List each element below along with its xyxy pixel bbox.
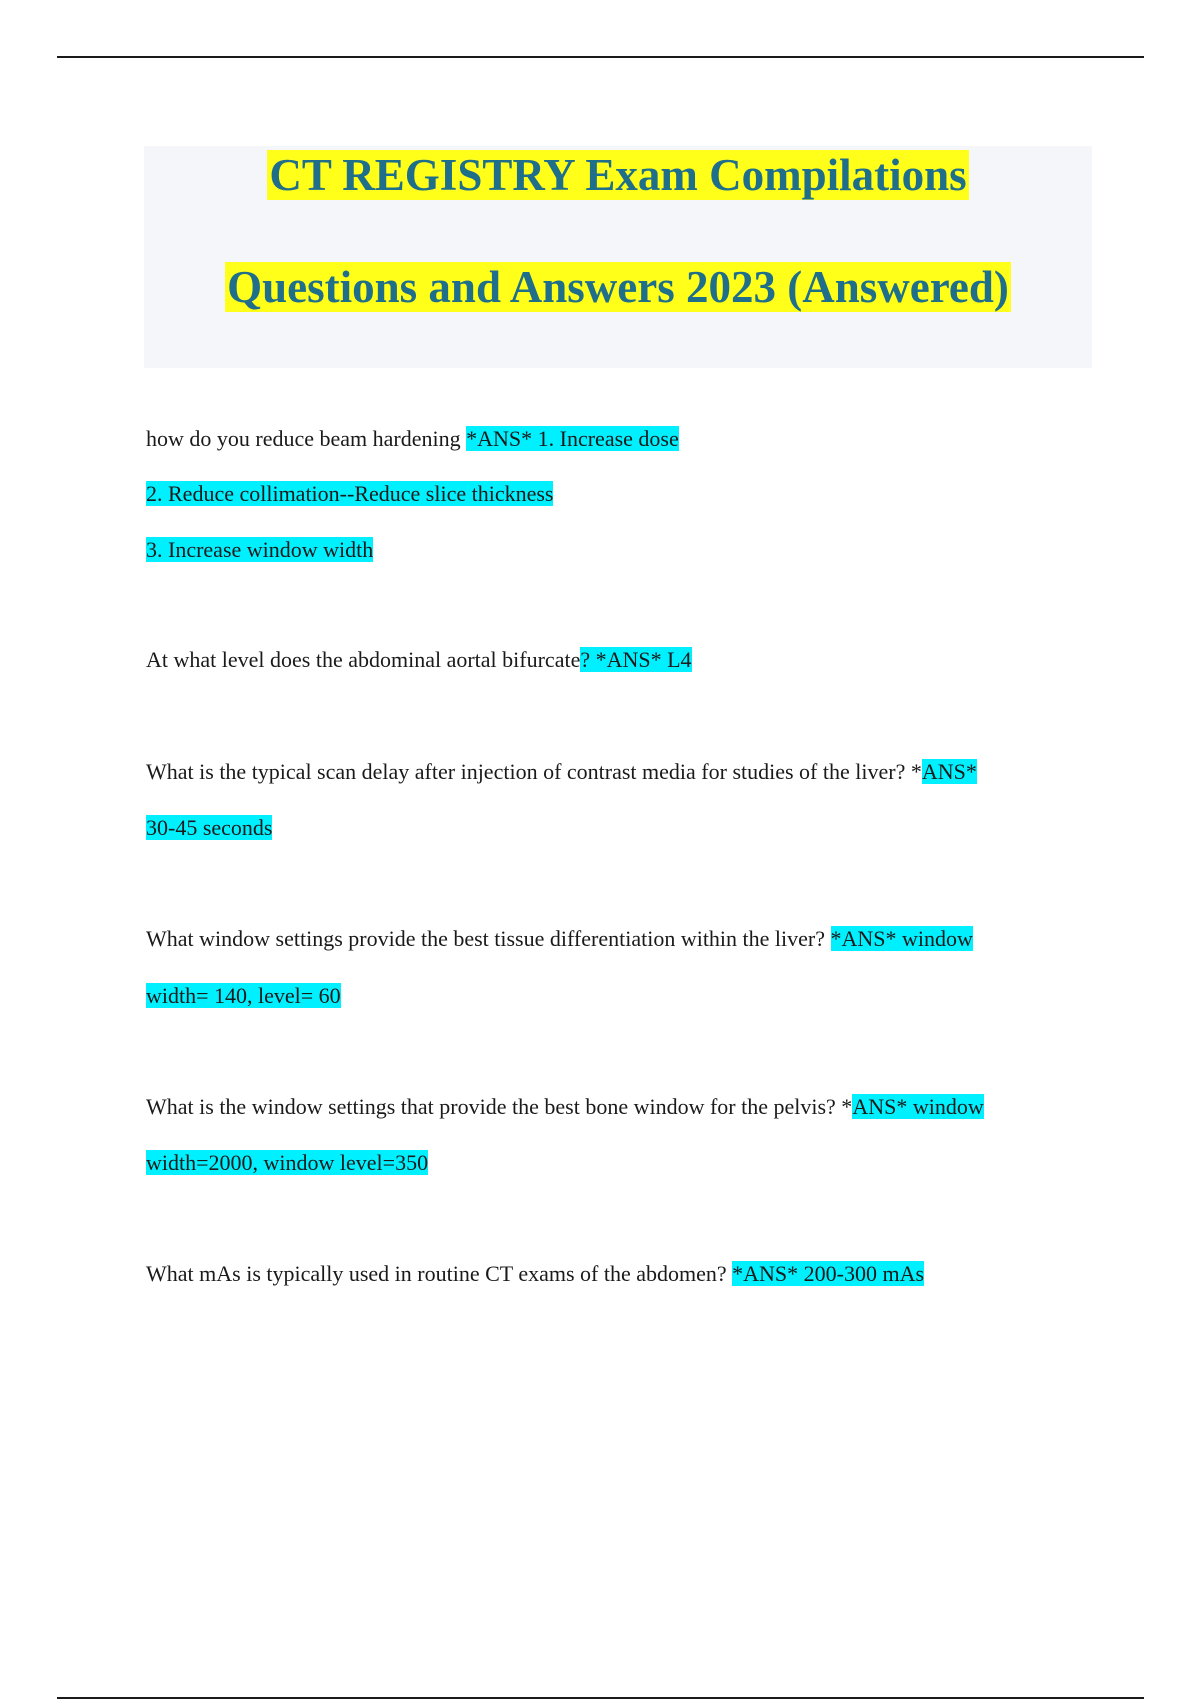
answer-text: 3. Increase window width bbox=[146, 537, 374, 562]
answer-text: *ANS* 200-300 mAs bbox=[732, 1261, 925, 1286]
qa-3-line-1 bbox=[146, 757, 977, 787]
title-line-1: CT REGISTRY Exam Compilations bbox=[269, 150, 967, 200]
answer-text: *ANS* 1. Increase dose bbox=[466, 426, 679, 451]
qa-1-line-2 bbox=[146, 479, 553, 509]
question-text: how do you reduce beam hardening bbox=[146, 426, 467, 451]
qa-5-line-2 bbox=[146, 1148, 428, 1178]
answer-text: width= 140, level= 60 bbox=[146, 983, 341, 1008]
answer-text: 30-45 seconds bbox=[146, 815, 273, 840]
title-block bbox=[144, 146, 1092, 368]
question-text: What window settings provide the best tissue differentiation within the liver? bbox=[146, 926, 831, 951]
top-rule bbox=[57, 56, 1144, 58]
question-text: At what level does the abdominal aortal bifurcate bbox=[146, 647, 581, 672]
qa-1-line-1 bbox=[146, 424, 679, 454]
qa-4-line-2 bbox=[146, 981, 341, 1011]
qa-1-line-3 bbox=[146, 535, 373, 565]
qa-3-line-2 bbox=[146, 813, 272, 843]
question-text: What is the typical scan delay after injection of contrast media for studies of the liver? * bbox=[146, 759, 922, 784]
qa-5-line-1 bbox=[146, 1092, 984, 1122]
answer-text: ? *ANS* L4 bbox=[580, 647, 692, 672]
question-text: What is the window settings that provide the best bone window for the pelvis? * bbox=[146, 1094, 853, 1119]
answer-text: width=2000, window level=350 bbox=[146, 1150, 429, 1175]
title-line-2: Questions and Answers 2023 (Answered) bbox=[227, 262, 1009, 312]
qa-4-line-1 bbox=[146, 924, 973, 954]
answer-text: *ANS* window bbox=[830, 926, 973, 951]
qa-6-line-1 bbox=[146, 1259, 924, 1289]
answer-text: ANS* bbox=[921, 759, 977, 784]
answer-text: ANS* window bbox=[852, 1094, 984, 1119]
bottom-rule bbox=[57, 1697, 1144, 1699]
qa-2-line-1 bbox=[146, 645, 692, 675]
answer-text: 2. Reduce collimation--Reduce slice thickness bbox=[146, 481, 554, 506]
question-text: What mAs is typically used in routine CT exams of the abdomen? bbox=[146, 1261, 733, 1286]
